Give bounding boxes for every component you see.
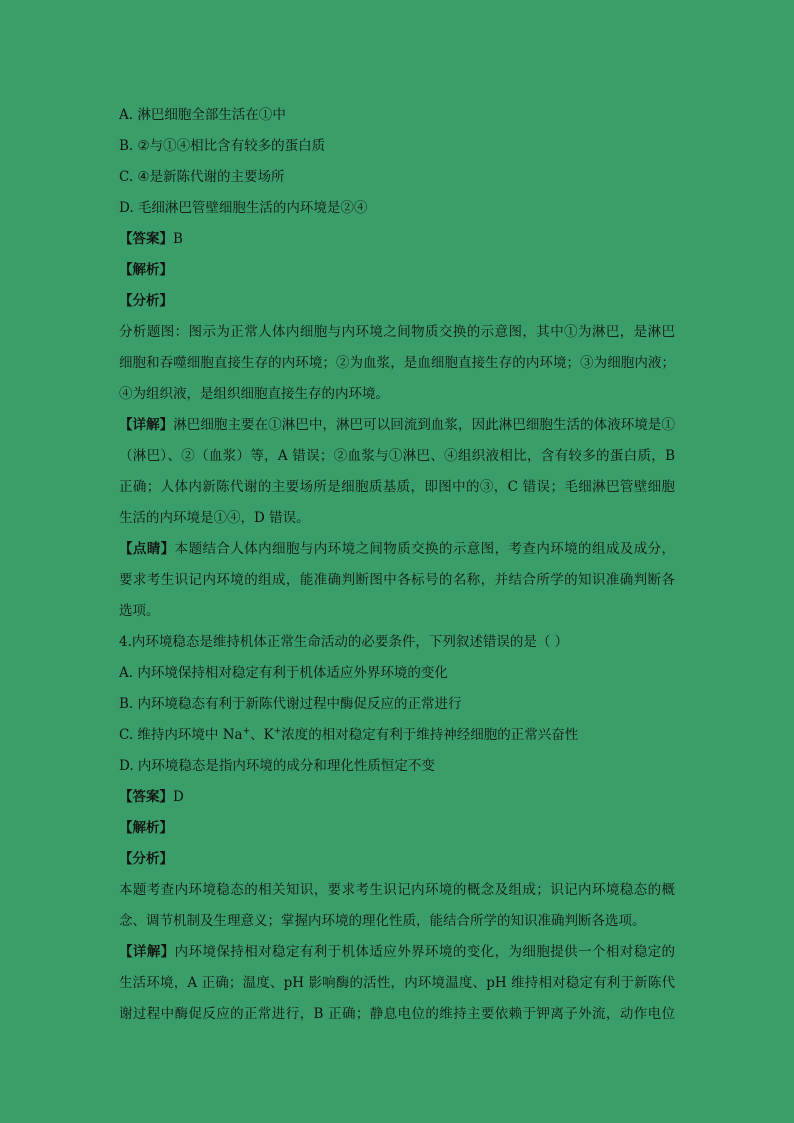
q4-option-c-mid: 、K <box>250 727 274 743</box>
q3-dianjing-line-1 <box>119 534 675 565</box>
q3-detail-line-2: （淋巴）、②（血浆）等，A 错误；②血浆与①淋巴、④组织液相比，含有较多的蛋白质，B <box>119 448 675 464</box>
q4-detail-text-1: 内环境保持相对稳定有利于机体适应外界环境的变化，为细胞提供一个相对稳定的 <box>174 944 675 960</box>
q4-option-b: B. 内环境稳态有利于新陈代谢过程中酶促反应的正常进行 <box>119 696 462 712</box>
q3-answer-label: 【答案】 <box>119 231 173 247</box>
q4-analysis-header: 【解析】 <box>119 820 173 836</box>
q4-option-c <box>119 720 675 751</box>
document-content <box>119 100 675 1030</box>
q3-dianjing-label: 【点睛】 <box>119 541 175 557</box>
q3-dianjing-line-2: 要求考生识记内环境的组成，能准确判断图中各标号的名称，并结合所学的知识准确判断各 <box>119 572 675 588</box>
q3-detail-line-1 <box>119 410 675 441</box>
q4-fenxi-line-1: 本题考查内环境稳态的相关知识，要求考生识记内环境的概念及组成；识记内环境稳态的概 <box>119 882 675 898</box>
q4-option-c-sup1: + <box>242 726 251 737</box>
q3-detail-label: 【详解】 <box>119 417 174 433</box>
q3-fenxi-line-3: ④为组织液，是组织细胞直接生存的内环境。 <box>119 386 389 402</box>
q4-fenxi-header: 【分析】 <box>119 851 173 867</box>
q4-option-a: A. 内环境保持相对稳定有利于机体适应外界环境的变化 <box>119 665 448 681</box>
q3-dianjing-line-3: 选项。 <box>119 603 160 619</box>
q4-stem: 4.内环境稳态是维持机体正常生命活动的必要条件，下列叙述错误的是（ ） <box>119 634 569 650</box>
q3-fenxi-header: 【分析】 <box>119 293 173 309</box>
q4-detail-line-2: 生活环境，A 正确；温度、pH 影响酶的活性，内环境温度、pH 维持相对稳定有利于新陈代 <box>119 975 675 991</box>
q3-option-a: A. 淋巴细胞全部生活在①中 <box>119 107 286 123</box>
q4-detail-line-1 <box>119 937 675 968</box>
q3-fenxi-line-1: 分析题图：图示为正常人体内细胞与内环境之间物质交换的示意图，其中①为淋巴，是淋巴 <box>119 324 675 340</box>
q3-option-b: B. ②与①④相比含有较多的蛋白质 <box>119 138 326 154</box>
q4-answer <box>119 782 675 813</box>
q4-option-d: D. 内环境稳态是指内环境的成分和理化性质恒定不变 <box>119 758 435 774</box>
q4-option-c-sup2: + <box>273 726 282 737</box>
q3-dianjing-text-1: 本题结合人体内细胞与内环境之间物质交换的示意图，考查内环境的组成及成分， <box>174 541 675 557</box>
q3-detail-line-4: 生活的内环境是①④，D 错误。 <box>119 510 310 526</box>
q3-detail-text-1: 淋巴细胞主要在①淋巴中，淋巴可以回流到血浆，因此淋巴细胞生活的体液环境是① <box>173 417 675 433</box>
q4-answer-value: D <box>173 789 184 805</box>
q3-answer-value: B <box>173 231 183 247</box>
q4-detail-label: 【详解】 <box>119 944 175 960</box>
q4-detail-line-3: 谢过程中酶促反应的正常进行，B 正确；静息电位的维持主要依赖于钾离子外流，动作电位 <box>119 1006 675 1022</box>
q4-fenxi-line-2: 念、调节机制及生理意义；掌握内环境的理化性质，能结合所学的知识准确判断各选项。 <box>119 913 646 929</box>
q3-option-c: C. ④是新陈代谢的主要场所 <box>119 169 285 185</box>
q4-option-c-post: 浓度的相对稳定有利于维持神经细胞的正常兴奋性 <box>281 727 579 743</box>
q4-answer-label: 【答案】 <box>119 789 173 805</box>
q4-option-c-pre: C. 维持内环境中 Na <box>119 727 243 743</box>
q3-option-d: D. 毛细淋巴管壁细胞生活的内环境是②④ <box>119 200 368 216</box>
q3-answer <box>119 224 675 255</box>
q3-fenxi-line-2: 细胞和吞噬细胞直接生存的内环境；②为血浆，是血细胞直接生存的内环境；③为细胞内液； <box>119 355 675 371</box>
q3-analysis-header: 【解析】 <box>119 262 173 278</box>
q3-detail-line-3: 正确；人体内新陈代谢的主要场所是细胞质基质，即图中的③，C 错误；毛细淋巴管壁细胞 <box>119 479 675 495</box>
